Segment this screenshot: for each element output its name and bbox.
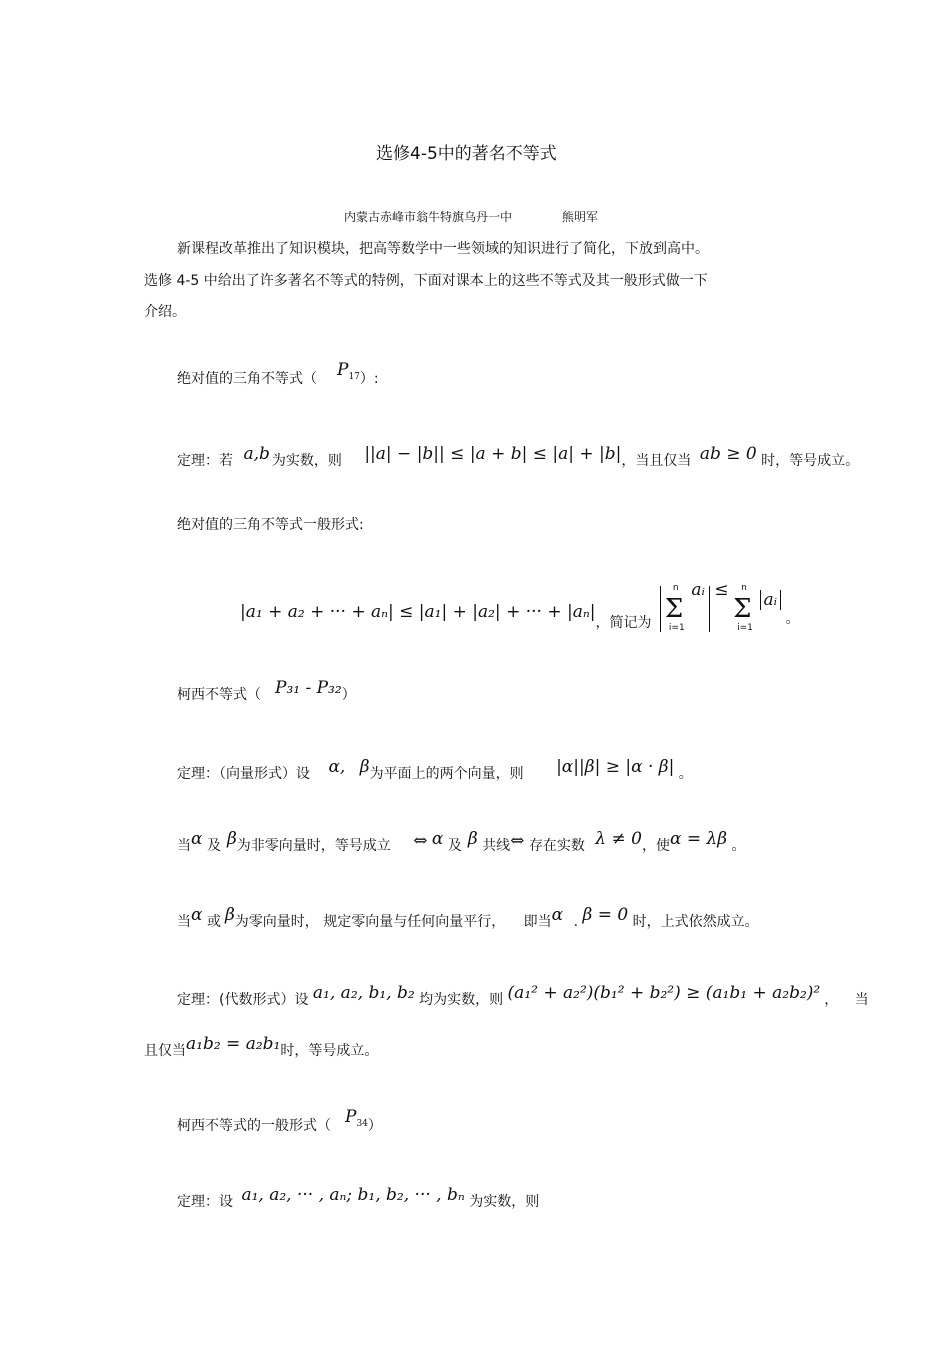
heading-close: ） — [341, 687, 356, 703]
general-end: 。 — [785, 611, 800, 627]
intro-line-1: 新课程改革推出了知识模块，把高等数学中一些领域的知识进行了简化，下放到高中。 — [177, 241, 709, 257]
alg-comma: ， — [824, 992, 839, 1008]
alg-when: 当 — [854, 992, 869, 1008]
eq-end: 。 — [731, 838, 746, 854]
thm-prefix: 定理：若 — [177, 453, 233, 469]
theorem-algebraic — [177, 983, 869, 1008]
heading-close: ）: — [359, 371, 379, 387]
alg-mid: 均为实数，则 — [419, 992, 504, 1008]
vec-beta: β — [359, 757, 370, 777]
sigma-icon: Σ — [664, 594, 684, 624]
zero-alpha-2: α — [551, 905, 564, 925]
eq-beta-2: β — [467, 829, 478, 849]
zero-ie: 即当 — [523, 914, 552, 930]
zero-alpha: α — [191, 905, 203, 925]
author-school: 内蒙古赤峰市翁牛特旗乌丹一中 — [344, 210, 513, 224]
leq-symbol: ≤ — [714, 580, 729, 600]
zero-vector-note — [177, 905, 759, 930]
intro-line-2: 选修 4-5 中给出了许多著名不等式的特例，下面对课本上的这些不等式及其一般形式做一下 — [144, 273, 708, 289]
eq-beta: β — [226, 829, 237, 849]
eq-exists: 存在实数 — [528, 838, 585, 854]
page-ref: P₃₁ - P₃₂ — [275, 678, 342, 698]
alg-prefix: 定理：(代数形式）设 — [177, 992, 309, 1008]
eq-relation: α = λβ — [669, 829, 728, 849]
thm-post: 时，等号成立。 — [761, 453, 860, 469]
zero-when: 当 — [177, 914, 191, 930]
alg-line2-post: 时，等号成立。 — [280, 1043, 379, 1059]
iff-icon: ⇔ — [510, 831, 525, 851]
equality-condition — [177, 829, 746, 854]
thm-cond-prefix: ，当且仅当 — [621, 453, 692, 469]
thm3-post: 为实数，则 — [469, 1194, 540, 1210]
zero-text: 为零向量时， 规定零向量与任何向量平行， — [234, 914, 506, 930]
thm-cond: ab ≥ 0 — [699, 444, 757, 464]
page-ref: $P_{17}$ — [337, 360, 360, 382]
vec-end: 。 — [678, 766, 693, 782]
heading-text: 柯西不等式的一般形式（ — [177, 1118, 331, 1134]
theorem-algebraic-line2 — [144, 1034, 379, 1059]
sum-right-term: aᵢ — [760, 590, 782, 610]
zero-end: 时，上式依然成立。 — [632, 914, 759, 930]
sigma-icon: Σ — [733, 594, 752, 624]
theorem-cauchy-general — [177, 1185, 540, 1210]
heading-text: 绝对值的三角不等式（ — [177, 371, 317, 387]
zero-relation: β = 0 — [582, 905, 629, 925]
eq-alpha-2: α — [431, 829, 444, 849]
general-formula-line — [240, 580, 800, 633]
sigma-left: n Σ i=1 — [664, 583, 685, 633]
zero-or: 或 — [206, 914, 221, 930]
general-mid: ，简记为 — [595, 615, 652, 631]
alg-line2-cond: a₁b₂ = a₂b₁ — [186, 1034, 281, 1054]
eq-nonzero: 为非零向量时，等号成立 — [236, 838, 391, 854]
iff-icon: ⇔ — [413, 831, 428, 851]
eq-colinear: 共线 — [482, 838, 511, 854]
vec-formula: |α||β| ≥ |α · β| — [556, 757, 675, 777]
vec-alpha: α, — [328, 757, 346, 777]
vec-prefix: 定理：（向量形式）设 — [177, 766, 310, 782]
eq-alpha: α — [191, 829, 203, 849]
eq-such: ，使 — [641, 838, 670, 854]
heading-text: 柯西不等式（ — [177, 687, 261, 703]
thm-vars: a,b — [243, 444, 270, 464]
alg-line2-prefix: 且仅当 — [144, 1043, 186, 1059]
eq-and: 及 — [206, 838, 221, 854]
eq-when: 当 — [177, 838, 191, 854]
thm3-prefix: 定理：设 — [177, 1194, 233, 1210]
theorem-vector — [177, 757, 693, 782]
alg-vars: a₁, a₂, b₁, b₂ — [312, 983, 415, 1003]
section-cauchy-heading — [177, 678, 356, 703]
section-abs-heading — [177, 360, 379, 390]
sum-left: n Σ i=1 aᵢ — [660, 586, 710, 632]
vec-mid: 为平面上的两个向量，则 — [369, 766, 524, 782]
general-formula: |a₁ + a₂ + ··· + aₙ| ≤ |a₁| + |a₂| + ··· + |aₙ| — [240, 602, 596, 622]
eq-lambda: λ ≠ 0 — [595, 829, 642, 849]
thm-mid: 为实数，则 — [271, 453, 342, 469]
page-ref: $P_{34}$ — [345, 1107, 368, 1129]
intro-line-3: 介绍。 — [144, 304, 186, 320]
heading-close: ） — [367, 1118, 382, 1134]
thm-formula: ||a| − |b|| ≤ |a + b| ≤ |a| + |b| — [364, 444, 622, 464]
general-form-heading: 绝对值的三角不等式一般形式: — [177, 517, 364, 533]
zero-dot: . — [573, 914, 579, 930]
author-name: 熊明军 — [562, 210, 599, 224]
zero-beta: β — [224, 905, 235, 925]
eq-and-2: 及 — [447, 838, 462, 854]
thm3-vars: a₁, a₂, ··· , aₙ; b₁, b₂, ··· , bₙ — [241, 1185, 465, 1205]
sigma-right: n Σ i=1 — [733, 583, 753, 633]
page-title: 选修4-5中的著名不等式 — [376, 144, 557, 164]
alg-formula: (a₁² + a₂²)(b₁² + b₂²) ≥ (a₁b₁ + a₂b₂)² — [507, 983, 821, 1003]
section-cauchy-general-heading — [177, 1107, 382, 1137]
theorem-abs — [177, 444, 860, 469]
